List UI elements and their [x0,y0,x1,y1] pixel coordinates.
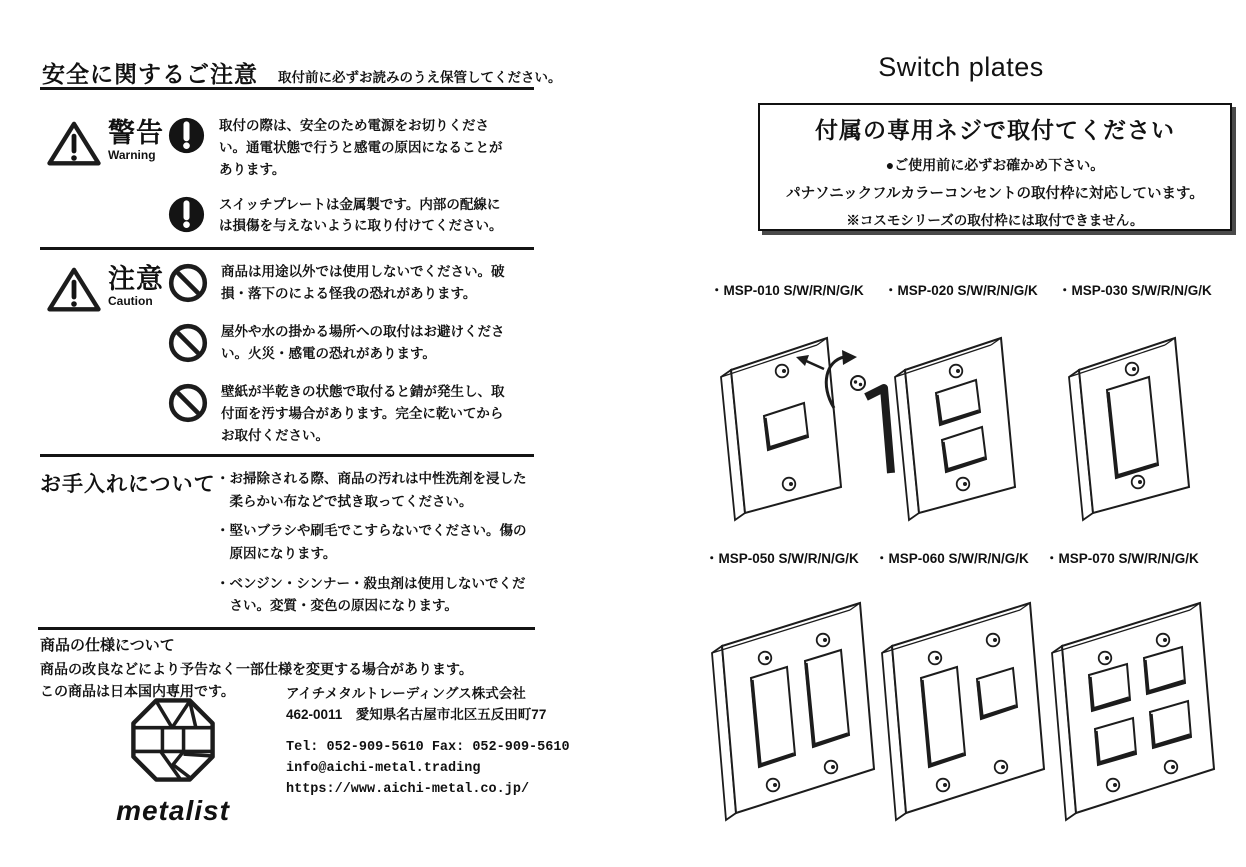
product-msp-070 [1035,547,1240,829]
notice-box-line3: ※コスモシリーズの取付枠には取付できません。 [846,213,1144,228]
metalist-logo-word: metalist [116,795,230,826]
prohibition-icon [168,261,208,308]
caution-item [168,261,536,308]
warning-item [168,194,536,238]
spec-line: この商品は日本国内専用です。 [40,683,235,700]
product-msp-010 [700,279,900,525]
product-label: ・MSP-030 S/W/R/N/G/K [1058,283,1212,298]
caution-item [168,321,536,368]
care-item: ・堅いブラシや刷毛でこすらないでください。傷の原因になります。 [216,523,527,562]
warning-item-text: 取付の際は、安全のため電源をお切りください。通電状態で行うと感電の原因になることがあります。 [219,118,503,177]
plate-msp-020-diagram [874,313,1044,525]
section-divider [40,247,534,250]
metalist-logo [108,696,238,827]
product-msp-020 [874,279,1044,525]
product-label: ・MSP-060 S/W/R/N/G/K [875,551,1029,566]
company-name: アイチメタルトレーディングス株式会社 [286,686,526,701]
notice-box-line2: パナソニックフルカラーコンセントの取付枠に対応しています。 [786,186,1204,202]
warning-label-en: Warning [108,148,156,163]
notice-box-title: 付属の専用ネジで取付てください [815,117,1175,143]
company-email: info@aichi-metal.trading [286,760,481,776]
section-divider [40,454,534,457]
spec-line: 商品の改良などにより予告なく一部仕様を変更する場合があります。 [40,661,473,677]
product-label: ・MSP-070 S/W/R/N/G/K [1045,551,1199,566]
plate-msp-010-diagram [700,313,900,525]
caution-label [40,261,168,447]
safety-header [42,56,562,89]
caution-item-text: 屋外や水の掛かる場所への取付はお避けください。火災・感電の恐れがあります。 [221,324,505,361]
company-address: 462-0011 愛知県名古屋市北区五反田町77 [286,706,547,722]
care-item: ・ベンジン・シンナー・殺虫剤は使用しないでください。変質・変色の原因になります。 [216,575,526,614]
caution-item-text: 壁紙が半乾きの状態で取付ると錆が発生し、取付面を汚す場合があります。完全に乾いてからお取付ください。 [221,384,505,443]
plate-msp-030-diagram [1048,313,1218,525]
caution-label-jp: 注意 [108,264,164,294]
care-section [40,468,536,625]
product-msp-030 [1048,279,1218,525]
warning-triangle-icon [46,119,102,238]
page-title: Switch plates [878,52,1044,82]
product-label: ・MSP-050 S/W/R/N/G/K [705,551,859,566]
company-url: https://www.aichi-metal.co.jp/ [286,781,530,797]
company-tel-fax: Tel: 052-909-5610 Fax: 052-909-5610 [286,739,570,755]
metalist-logo-mark [129,696,217,784]
mandatory-exclamation-icon [168,115,206,181]
care-heading: お手入れについて [40,473,216,496]
warning-label-jp: 警告 [108,118,164,148]
warning-item [168,115,536,181]
safety-header-subtitle: 取付前に必ずお読みのうえ保管してください。 [278,70,562,85]
plate-msp-070-diagram [1035,581,1240,829]
product-label: ・MSP-010 S/W/R/N/G/K [710,283,864,298]
caution-label-en: Caution [108,294,153,309]
prohibition-icon [168,381,208,447]
caution-item-text: 商品は用途以外では使用しないでください。破損・落下のによる怪我の恐れがあります。 [221,264,505,301]
notice-box-line1: ●ご使用前に必ずお確かめ下さい。 [885,157,1105,173]
prohibition-icon [168,321,208,368]
warning-section [40,115,536,238]
mandatory-exclamation-icon [168,194,206,238]
care-item: ・お掃除される際、商品の汚れは中性洗剤を浸した柔らかい布などで拭き取ってください。 [216,471,527,509]
caution-section [40,261,536,447]
warning-label [40,115,168,238]
section-divider [38,627,535,630]
caution-item [168,381,536,447]
screw-notice-box [758,103,1232,231]
warning-item-text: スイッチプレートは金属製です。内部の配線には損傷を与えないように取り付けてください。 [219,196,503,234]
company-info [286,684,570,801]
spec-heading: 商品の仕様について [40,637,175,654]
product-label: ・MSP-020 S/W/R/N/G/K [884,283,1038,298]
header-underline [40,87,534,90]
caution-triangle-icon [46,265,102,447]
safety-header-title: 安全に関するご注意 [42,61,258,87]
